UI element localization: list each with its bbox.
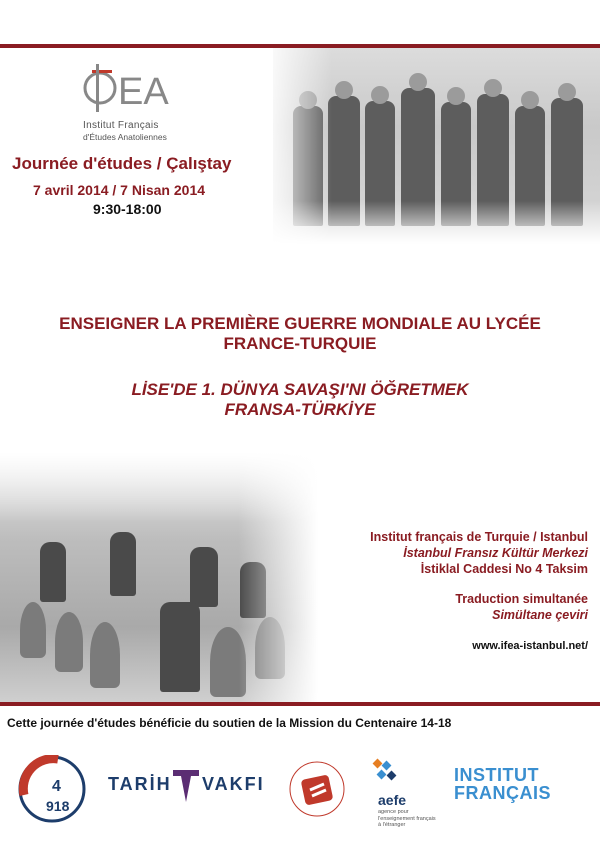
- website-link[interactable]: www.ifea-istanbul.net/: [472, 640, 588, 652]
- ifea-logo: [78, 62, 188, 162]
- support-text: Cette journée d'études bénéficie du soutien de la Mission du Centenaire 14-18: [7, 716, 452, 730]
- aefe-name: aefe: [378, 792, 407, 808]
- soldiers-photo: [273, 48, 600, 244]
- logo-line2: d'Études Anatoliennes: [83, 132, 167, 142]
- journee-label: Journée d'études / Çalıştay: [12, 154, 232, 173]
- title-fr-line1: ENSEIGNER LA PREMIÈRE GUERRE MONDIALE AU LYCÉE: [59, 314, 541, 333]
- aefe-logo: [368, 756, 440, 832]
- factory-photo: [0, 452, 318, 702]
- title-fr-line2: FRANCE-TURQUIE: [223, 334, 377, 353]
- venue-line2: İstanbul Fransız Kültür Merkezi: [403, 546, 588, 560]
- logo-line1: Institut Français: [83, 120, 159, 131]
- event-hours: 9:30-18:00: [93, 201, 162, 217]
- venue-line3: İstiklal Caddesi No 4 Taksim: [420, 562, 588, 576]
- tarih-text: TARİH: [108, 774, 172, 794]
- title-tr-line2: FRANSA-TÜRKİYE: [224, 400, 376, 419]
- aefe-subtitle: agence pour l'enseignement français à l'étranger: [378, 809, 436, 828]
- svg-text:918: 918: [46, 798, 70, 814]
- institut-francais-logo: [454, 766, 574, 816]
- translation-tr: Simültane çeviri: [492, 608, 588, 622]
- institut-line1: INSTITUT: [454, 765, 539, 785]
- title-tr-line1: LİSE'DE 1. DÜNYA SAVAŞI'NI ÖĞRETMEK: [131, 380, 469, 399]
- svg-text:EA: EA: [118, 71, 169, 113]
- tarih-vakfi-logo: [108, 764, 265, 814]
- centenaire-logo: [18, 755, 86, 823]
- bottom-divider: [0, 702, 600, 706]
- ifea-logo-mark: [78, 62, 188, 114]
- lycee-pierre-loti-logo: [286, 750, 348, 828]
- svg-text:4: 4: [52, 778, 61, 795]
- event-date: 7 avril 2014 / 7 Nisan 2014: [33, 182, 206, 198]
- aefe-mark: [370, 756, 402, 788]
- tarih-vakfi-mark: [171, 768, 201, 804]
- translation-fr: Traduction simultanée: [455, 592, 588, 606]
- institut-line2: FRANÇAIS: [454, 783, 551, 803]
- vakfi-text: VAKFI: [202, 774, 265, 794]
- venue-line1: Institut français de Turquie / Istanbul: [370, 530, 588, 544]
